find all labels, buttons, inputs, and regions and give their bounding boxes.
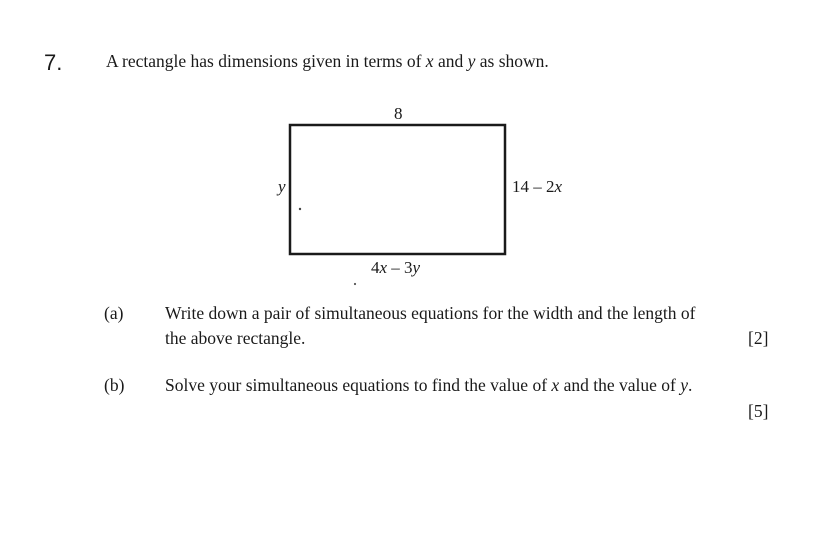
intro-text-start: A rectangle has dimensions given in terms of [106, 51, 426, 71]
part-b-text [165, 375, 692, 396]
part-a-label: (a) [104, 303, 124, 323]
intro-text-and: and [433, 51, 468, 71]
speck-dot [354, 283, 356, 285]
part-a-marks: [2] [748, 328, 769, 348]
intro-text-end: as shown. [475, 51, 549, 71]
left-side-label: y [278, 177, 286, 196]
part-b-text-mid: and the value of [559, 375, 681, 395]
intro-var-y: y [467, 51, 476, 71]
right-side-expression: 14 – 2x [512, 177, 563, 196]
part-b-marks: [5] [748, 401, 769, 421]
intro-var-x: x [425, 51, 434, 71]
part-b-text-end: . [687, 375, 693, 395]
rectangle-shape [290, 125, 505, 254]
part-b-text-start: Solve your simultaneous equations to find the value of [165, 375, 552, 395]
question-number: 7. [44, 50, 63, 75]
bottom-side-label [371, 258, 420, 278]
part-b-var-y: y [680, 375, 688, 395]
part-b-label: (b) [104, 375, 125, 395]
right-side-label [512, 177, 562, 197]
speck-dot [299, 208, 301, 210]
top-side-label: 8 [394, 104, 403, 123]
part-a-text-line2: the above rectangle. [165, 328, 306, 348]
part-b-var-x: x [551, 375, 560, 395]
part-a-text-line1: Write down a pair of simultaneous equations for the width and the length of [165, 303, 696, 323]
bottom-side-expression: 4x – 3y [371, 258, 421, 277]
